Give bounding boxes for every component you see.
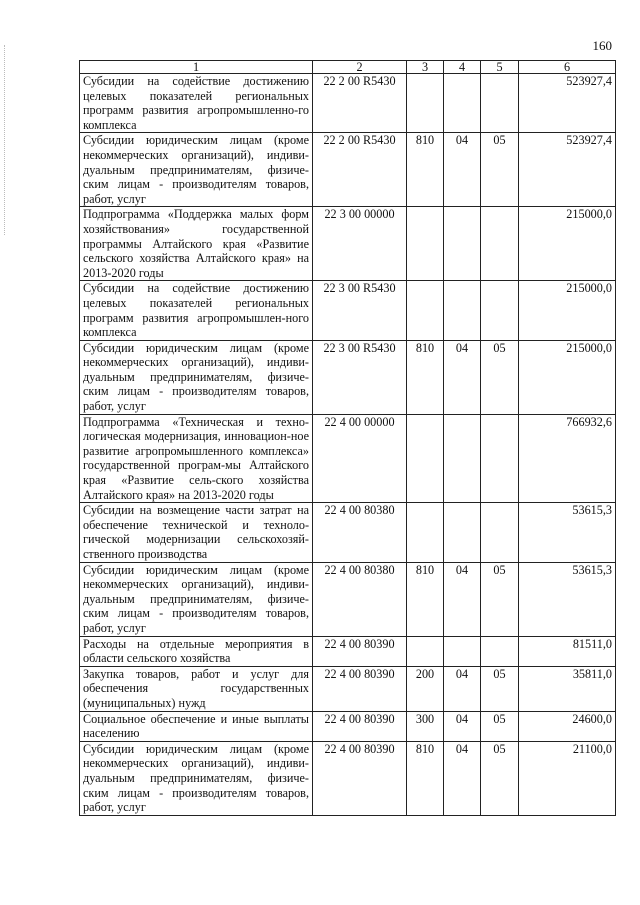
- row-name-cell: Субсидии юридическим лицам (кроме некоммерческих организаций), индиви-дуальным предпринимателям, физиче-ским лицам - производителям товаров, работ, услуг: [80, 133, 313, 207]
- row-expense-type-cell: [407, 281, 444, 340]
- header-cell: 4: [444, 61, 481, 74]
- row-code-cell: 22 4 00 80390: [313, 666, 407, 711]
- row-name-cell: Расходы на отдельные мероприятия в области сельского хозяйства: [80, 636, 313, 666]
- row-expense-type-cell: 810: [407, 340, 444, 414]
- row-subsection-cell: 05: [481, 562, 519, 636]
- row-name-cell: Подпрограмма «Техническая и техно-логическая модернизация, инновацион-ное развитие агропромышленного комплекса» государственной програм-мы Алтайского края «Развитие сель-ского хозяйства Алтайского края» на 2013-2020 годы: [80, 414, 313, 503]
- row-code-cell: 22 4 00 00000: [313, 414, 407, 503]
- row-code-cell: 22 4 00 80390: [313, 636, 407, 666]
- header-cell: 2: [313, 61, 407, 74]
- row-name-cell: Подпрограмма «Поддержка малых форм хозяйствования» государственной программы Алтайского края «Развитие сельского хозяйства Алтайского края» на 2013-2020 годы: [80, 207, 313, 281]
- row-name-cell: Субсидии на содействие достижению целевых показателей региональных программ развития агропромышленно-го комплекса: [80, 74, 313, 133]
- row-sum-cell: 523927,4: [519, 133, 616, 207]
- row-section-cell: [444, 207, 481, 281]
- row-subsection-cell: [481, 414, 519, 503]
- row-subsection-cell: 05: [481, 666, 519, 711]
- row-expense-type-cell: [407, 414, 444, 503]
- row-expense-type-cell: [407, 207, 444, 281]
- page-number: 160: [592, 38, 612, 53]
- budget-table: [79, 60, 616, 816]
- row-expense-type-cell: 200: [407, 666, 444, 711]
- row-subsection-cell: 05: [481, 711, 519, 741]
- row-section-cell: [444, 636, 481, 666]
- header-cell: 6: [519, 61, 616, 74]
- row-name-cell: Субсидии на содействие достижению целевых показателей региональных программ развития агропромышлен-ного комплекса: [80, 281, 313, 340]
- row-subsection-cell: 05: [481, 340, 519, 414]
- row-name-cell: Субсидии юридическим лицам (кроме некоммерческих организаций), индиви-дуальным предпринимателям, физиче-ским лицам - производителям товаров, работ, услуг: [80, 741, 313, 815]
- row-expense-type-cell: [407, 74, 444, 133]
- row-sum-cell: 215000,0: [519, 281, 616, 340]
- table-row: [80, 503, 616, 562]
- table-row: [80, 133, 616, 207]
- row-subsection-cell: 05: [481, 741, 519, 815]
- row-code-cell: 22 2 00 R5430: [313, 133, 407, 207]
- row-code-cell: 22 3 00 00000: [313, 207, 407, 281]
- row-section-cell: 04: [444, 340, 481, 414]
- table-header-row: [80, 61, 616, 74]
- table-row: [80, 207, 616, 281]
- row-name-cell: Субсидии юридическим лицам (кроме некоммерческих организаций), индиви-дуальным предпринимателям, физиче-ским лицам - производителям товаров, работ, услуг: [80, 340, 313, 414]
- header-cell: 1: [80, 61, 313, 74]
- row-sum-cell: 215000,0: [519, 340, 616, 414]
- row-code-cell: 22 2 00 R5430: [313, 74, 407, 133]
- row-subsection-cell: [481, 74, 519, 133]
- row-sum-cell: 24600,0: [519, 711, 616, 741]
- binding-margin-marks: [4, 45, 7, 235]
- table-row: [80, 666, 616, 711]
- row-expense-type-cell: 810: [407, 562, 444, 636]
- row-section-cell: [444, 281, 481, 340]
- table-row: [80, 74, 616, 133]
- row-sum-cell: 215000,0: [519, 207, 616, 281]
- row-section-cell: 04: [444, 562, 481, 636]
- row-section-cell: [444, 74, 481, 133]
- row-section-cell: 04: [444, 711, 481, 741]
- header-cell: 3: [407, 61, 444, 74]
- row-subsection-cell: [481, 503, 519, 562]
- row-section-cell: 04: [444, 666, 481, 711]
- row-sum-cell: 53615,3: [519, 503, 616, 562]
- row-sum-cell: 81511,0: [519, 636, 616, 666]
- row-section-cell: 04: [444, 133, 481, 207]
- row-subsection-cell: [481, 636, 519, 666]
- table-row: [80, 636, 616, 666]
- row-subsection-cell: 05: [481, 133, 519, 207]
- table-row: [80, 414, 616, 503]
- row-sum-cell: 21100,0: [519, 741, 616, 815]
- table-row: [80, 562, 616, 636]
- table-row: [80, 281, 616, 340]
- row-expense-type-cell: 810: [407, 133, 444, 207]
- row-code-cell: 22 4 00 80380: [313, 503, 407, 562]
- row-name-cell: Субсидии на возмещение части затрат на обеспечение технической и техноло-гической модернизации сельскохозяй-ственного производства: [80, 503, 313, 562]
- row-code-cell: 22 4 00 80390: [313, 741, 407, 815]
- table-row: [80, 741, 616, 815]
- row-sum-cell: 766932,6: [519, 414, 616, 503]
- header-cell: 5: [481, 61, 519, 74]
- table-row: [80, 340, 616, 414]
- row-expense-type-cell: 810: [407, 741, 444, 815]
- row-sum-cell: 35811,0: [519, 666, 616, 711]
- row-subsection-cell: [481, 207, 519, 281]
- row-name-cell: Социальное обеспечение и иные выплаты населению: [80, 711, 313, 741]
- row-code-cell: 22 3 00 R5430: [313, 281, 407, 340]
- row-subsection-cell: [481, 281, 519, 340]
- row-code-cell: 22 4 00 80380: [313, 562, 407, 636]
- row-section-cell: [444, 503, 481, 562]
- row-sum-cell: 523927,4: [519, 74, 616, 133]
- row-expense-type-cell: [407, 503, 444, 562]
- row-section-cell: 04: [444, 741, 481, 815]
- row-name-cell: Субсидии юридическим лицам (кроме некоммерческих организаций), индиви-дуальным предпринимателям, физиче-ским лицам - производителям товаров, работ, услуг: [80, 562, 313, 636]
- row-name-cell: Закупка товаров, работ и услуг для обеспечения государственных (муниципальных) нужд: [80, 666, 313, 711]
- row-expense-type-cell: [407, 636, 444, 666]
- row-sum-cell: 53615,3: [519, 562, 616, 636]
- table-row: [80, 711, 616, 741]
- row-code-cell: 22 4 00 80390: [313, 711, 407, 741]
- row-section-cell: [444, 414, 481, 503]
- row-code-cell: 22 3 00 R5430: [313, 340, 407, 414]
- row-expense-type-cell: 300: [407, 711, 444, 741]
